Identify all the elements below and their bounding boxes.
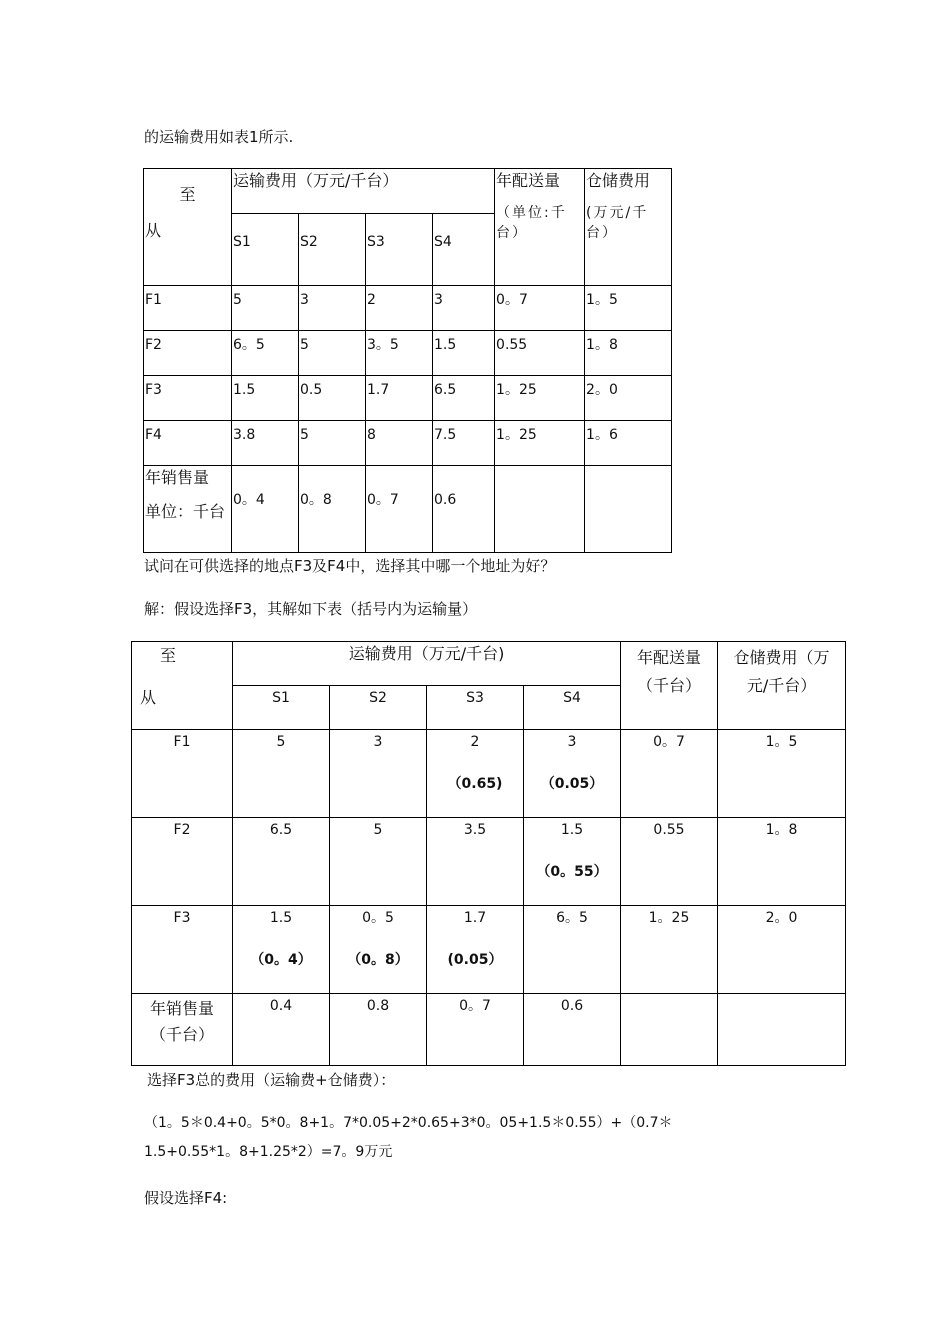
table-row: F1 5 3 2 （0.65) 3 （0.05） 0。7 1。5 [132,730,846,818]
col-header: S1 [232,214,299,286]
solution-intro: 解：假设选择F3，其解如下表（括号内为运输量） [144,600,478,618]
sales-label: 年销售量 [145,468,210,487]
intro-text: 的运输费用如表1所示. [144,128,294,146]
f3-formula-line1: （1。5＊0.4+0。5*0。8+1。7*0.05+2*0.65+3*0。05+1.5＊0.55）+（0.7＊ [144,1115,673,1131]
col-header: S3 [366,214,433,286]
allocation: （0。8） [347,952,409,968]
table-row: F1 5 3 2 3 0。7 1。5 [144,286,672,331]
question-text: 试问在可供选择的地点F3及F4中，选择其中哪一个地址为好？ [144,557,556,575]
allocation: （0.05） [540,776,604,792]
supply-header: 年配送量（千台） [621,642,718,730]
corner-to: 至 [160,646,177,665]
allocation: （0。4） [250,952,312,968]
col-header: S1 [233,686,330,730]
table-row: F4 3.8 5 8 7.5 1。25 1。6 [144,421,672,466]
allocation: （0。55） [536,864,608,880]
corner-to: 至 [179,185,196,204]
col-header: S4 [433,214,495,286]
storage-header: 仓储费用 (万元/千台） [585,169,672,286]
table-row: F3 1.5 （0。4） 0。5 （0。8） 1.7 (0.05） 6。5 1。25 2。0 [132,906,846,994]
col-header: S3 [427,686,524,730]
allocation: （0.65) [447,776,503,792]
col-header: S2 [330,686,427,730]
corner-header [144,169,232,286]
corner-from: 从 [145,221,162,240]
f3-formula-line2: 1.5+0.55*1。8+1.25*2）=7。9万元 [144,1144,393,1160]
f3-total-label: 选择F3总的费用（运输费+仓储费）： [147,1071,396,1089]
corner-from: 从 [140,688,157,707]
col-header: S2 [299,214,366,286]
allocation: (0.05） [447,952,503,968]
f4-label: 假设选择F4: [144,1189,228,1207]
sales-label: 年销售量（千台） [149,999,214,1044]
cost-table-1 [143,168,672,553]
table-row: 年销售量（千台） 0.4 0.8 0。7 0.6 [132,994,846,1066]
table-row: 年销售量 单位：千台 0。4 0。8 0。7 0.6 [144,466,672,553]
cost-table-2 [131,641,846,1066]
table-row: F2 6.5 5 3.5 1.5 （0。55） 0.55 1。8 [132,818,846,906]
transport-header: 运输费用（万元/千台） [232,169,495,214]
storage-header: 仓储费用（万元/千台） [718,642,846,730]
transport-header: 运输费用（万元/千台) [233,642,621,686]
col-header: S4 [524,686,621,730]
supply-header: 年配送量 （单位:千台） [495,169,585,286]
table-row: F3 1.5 0.5 1.7 6.5 1。25 2。0 [144,376,672,421]
corner-header [132,642,233,730]
table-row: F2 6。5 5 3。5 1.5 0.55 1。8 [144,331,672,376]
sales-unit-label: 单位：千台 [145,502,226,521]
